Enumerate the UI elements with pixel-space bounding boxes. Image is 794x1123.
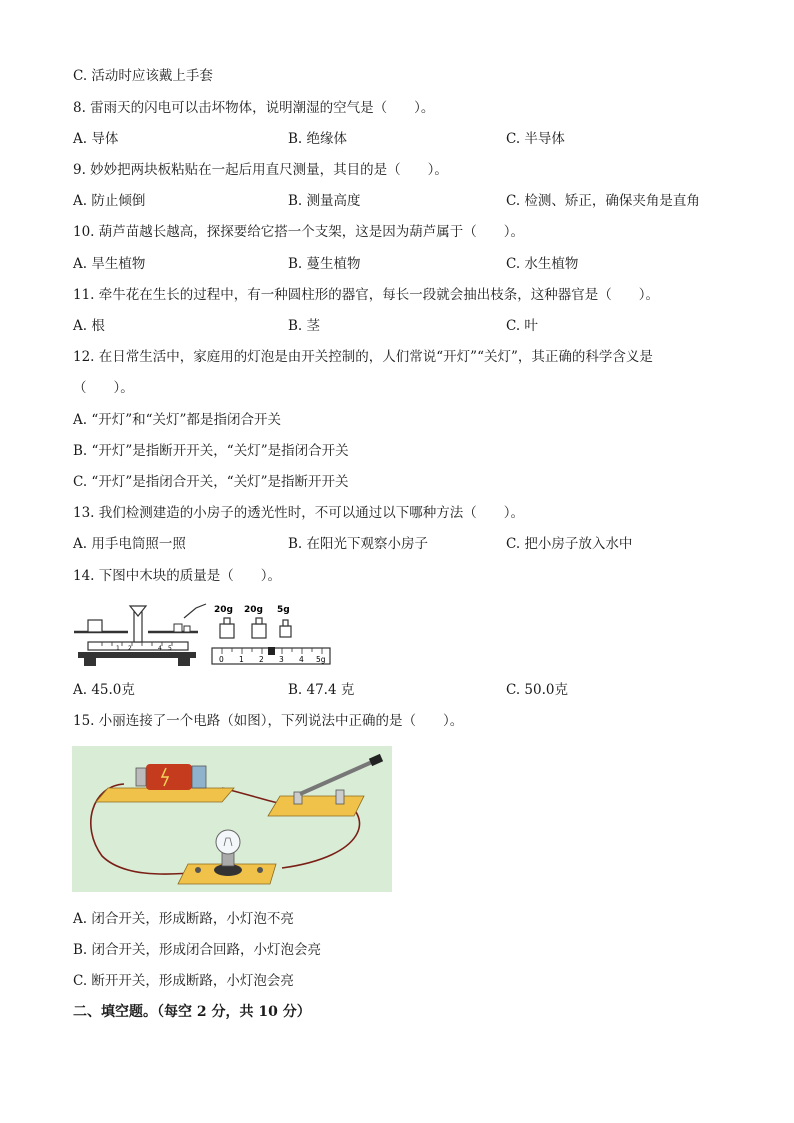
q9-option-b: B. 测量高度 [288,193,361,209]
q11-option-c: C. 叶 [506,318,538,334]
q12-option-a: A. “开灯”和“关灯”都是指闭合开关 [73,412,281,428]
small-weight-1 [174,624,182,632]
beam-tick-2: 2 [128,645,132,652]
battery-holder-right [192,766,206,788]
q7-option-c: C. 活动时应该戴上手套 [73,68,213,84]
beam-tick-1: 1 [116,645,120,652]
bulb-terminal-left [195,867,201,873]
scale-pointer [130,606,146,616]
q15-option-b: B. 闭合开关，形成闭合回路，小灯泡会亮 [73,942,322,958]
q13-option-a: A. 用手电筒照一照 [73,536,186,552]
scale-base [78,652,196,658]
weight-label-1: 20g [214,605,233,615]
q13-option-c: C. 把小房子放入水中 [506,536,633,552]
ruler-tick-4: 4 [299,655,304,664]
q11-option-b: B. 茎 [288,318,321,334]
question-13: 13. 我们检测建造的小房子的透光性时，不可以通过以下哪种方法（ ）。 [73,505,525,521]
question-15: 15. 小丽连接了一个电路（如图），下列说法中正确的是（ ）。 [73,713,464,729]
scale-foot-right [178,658,190,666]
q14-option-b: B. 47.4 克 [288,682,355,698]
circuit-figure [72,746,392,892]
ruler-tick-5g: 5g [316,655,326,664]
scale-foot-left [84,658,96,666]
weights-group [220,618,291,638]
section-title-fill-in: 二、填空题。（每空 2 分，共 10 分） [73,1004,311,1020]
question-9: 9. 妙妙把两块板粘贴在一起后用直尺测量，其目的是（ ）。 [73,162,448,178]
q8-option-b: B. 绝缘体 [288,131,348,147]
light-bulb-icon [216,830,240,854]
question-12: 12. 在日常生活中，家庭用的灯泡是由开关控制的，人们常说“开灯”“关灯”，其正确的科学含义是 [73,349,653,365]
q12-option-b: B. “开灯”是指断开开关，“关灯”是指闭合开关 [73,443,349,459]
q12-option-c: C. “开灯”是指闭合开关，“关灯”是指断开开关 [73,474,349,490]
question-12-continued: （ ）。 [73,380,134,396]
scale-beam [88,642,188,650]
q10-option-a: A. 旱生植物 [73,256,146,272]
weight-label-2: 20g [244,605,263,615]
ruler-tick-1: 1 [239,655,244,664]
question-14: 14. 下图中木块的质量是（ ）。 [73,568,282,584]
question-11: 11. 牵牛花在生长的过程中，有一种圆柱形的器官，每长一段就会抽出枝条，这种器官是（ ）。 [73,287,660,303]
bulb-terminal-right [257,867,263,873]
q9-option-c: C. 检测、矫正，确保夹角是直角 [506,193,700,209]
q11-option-a: A. 根 [73,318,105,334]
q15-option-a: A. 闭合开关，形成断路，小灯泡不亮 [73,911,294,927]
battery-board [96,788,234,802]
beam-tick-5: 5 [168,645,172,652]
ruler-tick-2: 2 [259,655,264,664]
small-weight-2 [184,626,190,632]
weight-label-3: 5g [277,605,290,615]
q8-option-c: C. 半导体 [506,131,565,147]
battery-icon [146,764,192,790]
beam-tick-4: 4 [158,645,162,652]
ruler-rider [268,647,275,655]
wooden-block [88,620,102,632]
question-8: 8. 雷雨天的闪电可以击坏物体，说明潮湿的空气是（ ）。 [73,100,435,116]
q13-option-b: B. 在阳光下观察小房子 [288,536,429,552]
q8-option-a: A. 导体 [73,131,119,147]
q10-option-c: C. 水生植物 [506,256,579,272]
q10-option-b: B. 蔓生植物 [288,256,361,272]
tweezers-icon [184,604,206,618]
q15-option-c: C. 断开开关，形成断路，小灯泡会亮 [73,973,294,989]
switch-contact [336,790,344,804]
q14-option-a: A. 45.0克 [73,682,135,698]
ruler-tick-3: 3 [279,655,284,664]
q9-option-a: A. 防止倾倒 [73,193,146,209]
ruler-tick-0: 0 [219,655,224,664]
switch-board [268,796,364,816]
q14-option-c: C. 50.0克 [506,682,568,698]
question-10: 10. 葫芦苗越长越高，探探要给它搭一个支架，这是因为葫芦属于（ ）。 [73,224,525,240]
battery-holder-left [136,768,146,786]
balance-scale-figure [72,602,334,672]
